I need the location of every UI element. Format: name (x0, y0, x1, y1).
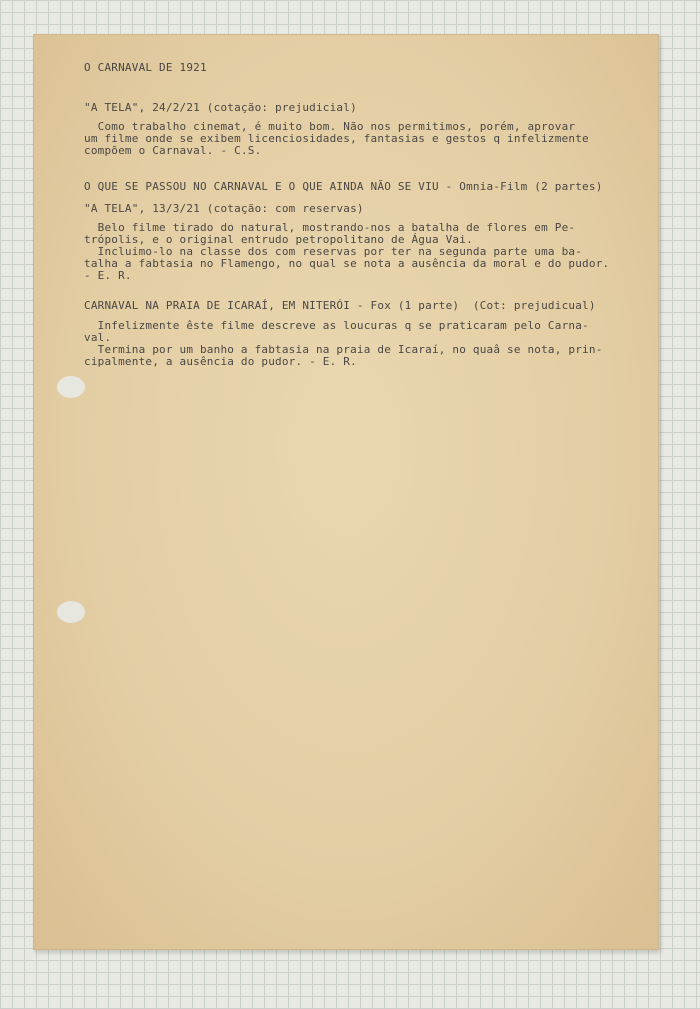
review-line: compõem o Carnaval. - C.S. (84, 144, 262, 157)
review-line: Infelizmente êste filme descreve as loucuras q se praticaram pelo Carna- (84, 319, 589, 332)
review-line: um filme onde se exibem licenciosidades, fantasias e gestos q infelizmente (84, 132, 589, 145)
review-line: - E. R. (84, 269, 132, 282)
review-line: Como trabalho cinemat, é muito bom. Não nos permitimos, porém, aprovar (84, 120, 576, 133)
review-line: talha a fabtasia no Flamengo, no qual se nota a ausência da moral e do pudor. (84, 257, 610, 270)
review-source: "A TELA", 13/3/21 (cotação: com reservas) (84, 202, 364, 215)
punch-hole (57, 376, 85, 398)
review-line: cipalmente, a ausência do pudor. - E. R. (84, 355, 357, 368)
review-line: val. (84, 331, 112, 344)
film-title: O QUE SE PASSOU NO CARNAVAL E O QUE AINDA NÃO SE VIU - Omnia-Film (2 partes) (84, 180, 603, 193)
typed-page (33, 34, 659, 950)
film-title: CARNAVAL NA PRAIA DE ICARAÍ, EM NITERÓI - Fox (1 parte) (Cot: prejudicual) (84, 299, 596, 312)
punch-hole (57, 601, 85, 623)
review-line: trópolis, e o original entrudo petropolitano de Água Vai. (84, 233, 473, 246)
review-source: "A TELA", 24/2/21 (cotação: prejudicial) (84, 101, 357, 114)
review-line: Incluimo-lo na classe dos com reservas por ter na segunda parte uma ba- (84, 245, 583, 258)
review-line: Belo filme tirado do natural, mostrando-nos a batalha de flores em Pe- (84, 221, 576, 234)
review-line: Termina por um banho a fabtasia na praia de Icaraí, no quaâ se nota, prin- (84, 343, 603, 356)
document-heading: O CARNAVAL DE 1921 (84, 61, 207, 74)
